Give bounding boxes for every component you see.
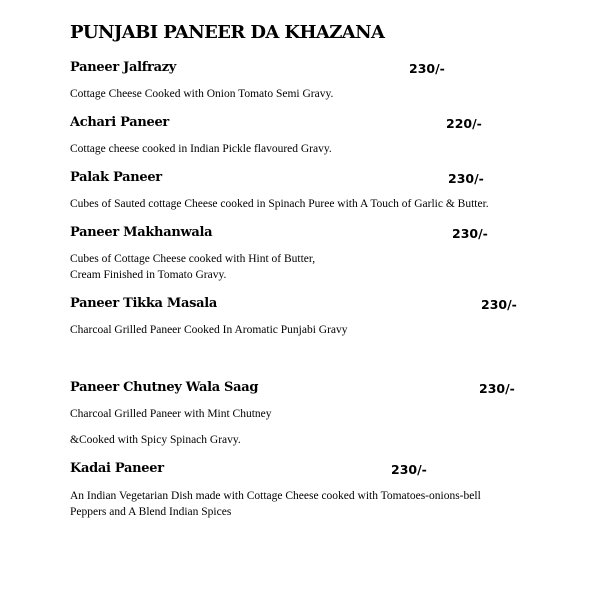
item-price: 230/- bbox=[448, 171, 484, 186]
item-price: 230/- bbox=[452, 226, 488, 241]
item-name-palak-paneer: Palak Paneer bbox=[70, 170, 162, 185]
item-name-achari-paneer: Achari Paneer bbox=[70, 115, 169, 130]
item-price: 230/- bbox=[481, 297, 517, 312]
item-description: &Cooked with Spicy Spinach Gravy. bbox=[70, 434, 241, 446]
item-name-paneer-chutney-wala-saag: Paneer Chutney Wala Saag bbox=[70, 380, 259, 395]
menu-title: PUNJABI PANEER DA KHAZANA bbox=[70, 22, 385, 43]
item-name-paneer-makhanwala: Paneer Makhanwala bbox=[70, 225, 213, 240]
item-description: Peppers and A Blend Indian Spices bbox=[70, 506, 232, 518]
item-description: An Indian Vegetarian Dish made with Cottage Cheese cooked with Tomatoes-onions-bell bbox=[70, 490, 481, 502]
item-description: Charcoal Grilled Paneer with Mint Chutney bbox=[70, 408, 272, 420]
item-description: Cubes of Sauted cottage Cheese cooked in Spinach Puree with A Touch of Garlic & Butter. bbox=[70, 198, 489, 210]
item-name-paneer-jalfrazy: Paneer Jalfrazy bbox=[70, 60, 177, 75]
item-description: Charcoal Grilled Paneer Cooked In Aromatic Punjabi Gravy bbox=[70, 324, 348, 336]
item-price: 230/- bbox=[479, 381, 515, 396]
item-price: 230/- bbox=[409, 61, 445, 76]
item-description: Cottage cheese cooked in Indian Pickle flavoured Gravy. bbox=[70, 143, 332, 155]
item-price: 230/- bbox=[391, 462, 427, 477]
item-name-paneer-tikka-masala: Paneer Tikka Masala bbox=[70, 296, 218, 311]
item-description: Cottage Cheese Cooked with Onion Tomato Semi Gravy. bbox=[70, 88, 334, 100]
item-description: Cubes of Cottage Cheese cooked with Hint of Butter, bbox=[70, 253, 316, 265]
item-description: Cream Finished in Tomato Gravy. bbox=[70, 269, 227, 281]
item-price: 220/- bbox=[446, 116, 482, 131]
item-name-kadai-paneer: Kadai Paneer bbox=[70, 461, 164, 476]
